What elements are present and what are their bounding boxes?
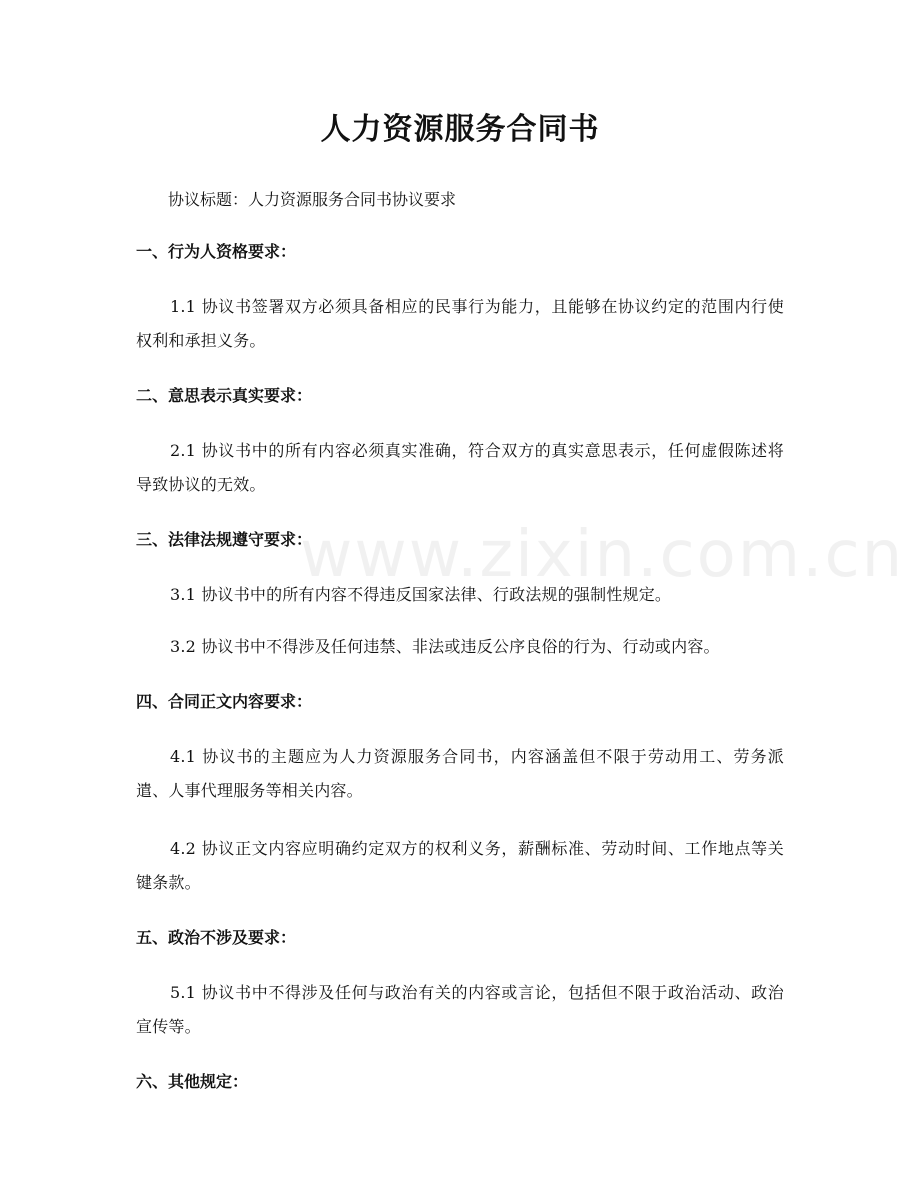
clause-5-1: 5.1 协议书中不得涉及任何与政治有关的内容或言论，包括但不限于政治活动、政治宣传等。: [136, 983, 784, 1036]
section-1: [136, 238, 784, 358]
section-heading: 四、合同正文内容要求：: [136, 692, 313, 711]
section-heading: 五、政治不涉及要求：: [136, 928, 297, 947]
clause-4-1: 4.1 协议书的主题应为人力资源服务合同书，内容涵盖但不限于劳动用工、劳务派遣、人事代理服务等相关内容。: [136, 747, 784, 800]
clause-2-1: 2.1 协议书中的所有内容必须真实准确，符合双方的真实意思表示，任何虚假陈述将导致协议的无效。: [136, 441, 784, 494]
clause-1-1: 1.1 协议书签署双方必须具备相应的民事行为能力，且能够在协议约定的范围内行使权利和承担义务。: [136, 297, 784, 350]
section-6: [136, 1068, 784, 1096]
section-2: [136, 382, 784, 502]
section-4: [136, 688, 784, 900]
clause-3-1: 3.1 协议书中的所有内容不得违反国家法律、行政法规的强制性规定。: [170, 585, 672, 604]
section-heading: 六、其他规定：: [136, 1072, 249, 1091]
section-heading: 二、意思表示真实要求：: [136, 386, 313, 405]
section-5: [136, 924, 784, 1044]
document-subtitle: 协议标题：人力资源服务合同书协议要求: [168, 190, 457, 209]
section-heading: 三、法律法规遵守要求：: [136, 530, 313, 549]
clause-3-2: 3.2 协议书中不得涉及任何违禁、非法或违反公序良俗的行为、行动或内容。: [170, 637, 720, 656]
section-heading: 一、行为人资格要求：: [136, 242, 297, 261]
clause-4-2: 4.2 协议正文内容应明确约定双方的权利义务，薪酬标准、劳动时间、工作地点等关键条款。: [136, 839, 784, 892]
watermark-text: www.zixin.com.cn: [300, 518, 905, 592]
section-3: [136, 526, 784, 664]
document-body: [136, 238, 784, 1120]
document-title: 人力资源服务合同书: [320, 112, 600, 147]
